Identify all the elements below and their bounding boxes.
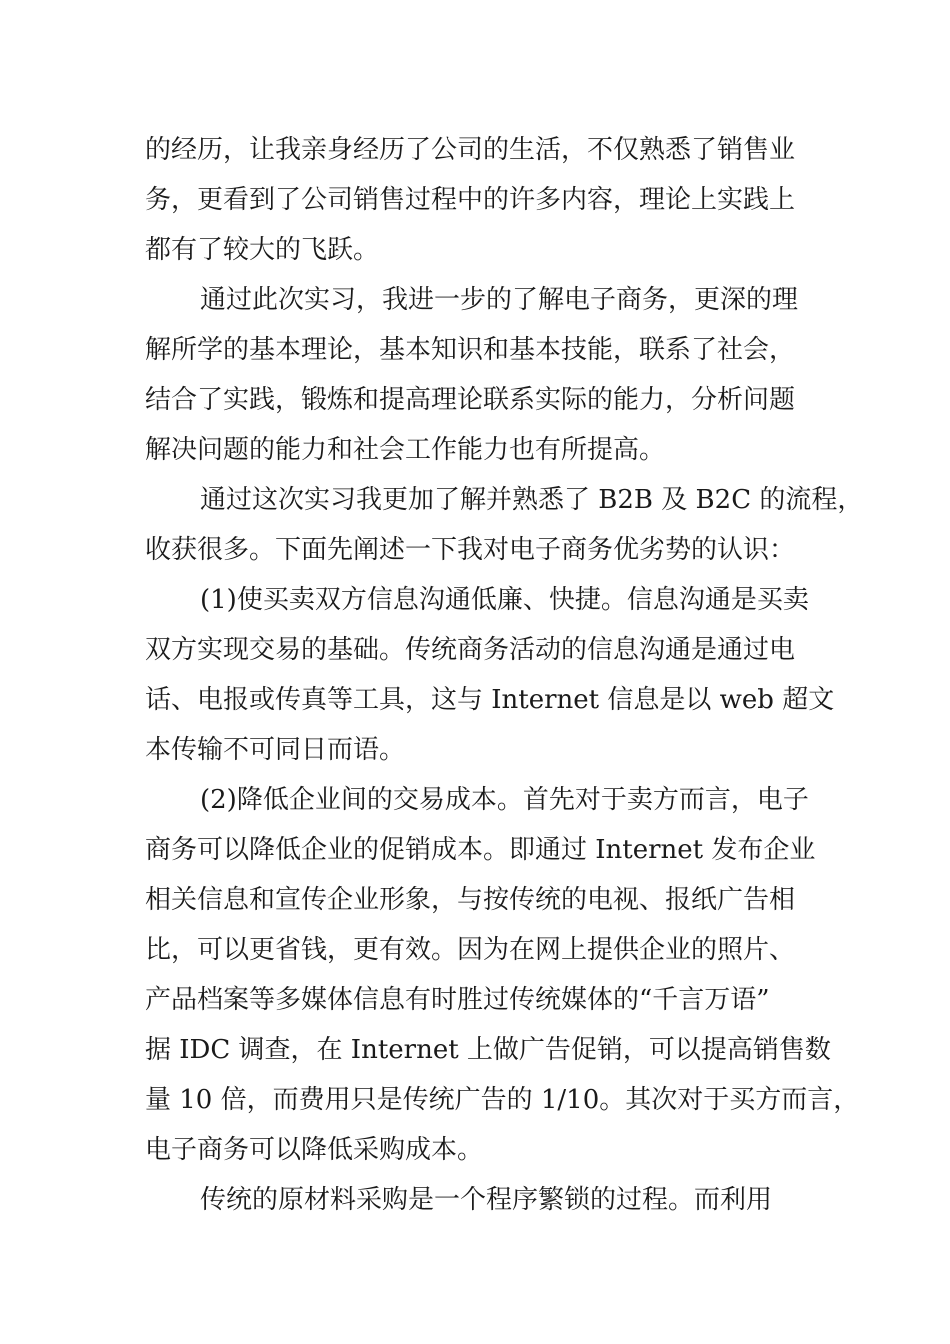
paragraph-first-line: (1)使买卖双方信息沟通低廉、快捷。信息沟通是买卖 <box>200 585 809 615</box>
text-line: 的经历，让我亲身经历了公司的生活，不仅熟悉了销售业 <box>145 135 796 165</box>
text-line: 比，可以更省钱，更有效。因为在网上提供企业的照片、 <box>145 935 796 965</box>
document-body <box>145 125 864 1225</box>
text-line: 话、电报或传真等工具，这与 Internet 信息是以 web 超文 <box>145 685 835 715</box>
paragraph-first-line: (2)降低企业间的交易成本。首先对于卖方而言，电子 <box>200 785 809 815</box>
text-line: 结合了实践，锻炼和提高理论联系实际的能力，分析问题 <box>145 385 796 415</box>
paragraph-first-line: 通过此次实习，我进一步的了解电子商务，更深的理 <box>200 285 799 315</box>
text-line: 解决问题的能力和社会工作能力也有所提高。 <box>145 435 666 465</box>
text-line: 都有了较大的飞跃。 <box>145 235 380 265</box>
text-line: 解所学的基本理论，基本知识和基本技能，联系了社会， <box>145 335 796 365</box>
text-line: 商务可以降低企业的促销成本。即通过 Internet 发布企业 <box>145 835 816 865</box>
text-line: 产品档案等多媒体信息有时胜过传统媒体的“千言万语” <box>145 985 770 1015</box>
paragraph-first-line: 通过这次实习我更加了解并熟悉了 B2B 及 B2C 的流程， <box>200 485 864 515</box>
text-line: 双方实现交易的基础。传统商务活动的信息沟通是通过电 <box>145 635 796 665</box>
paragraph-first-line: 传统的原材料采购是一个程序繁锁的过程。而利用 <box>200 1185 773 1215</box>
text-line: 据 IDC 调查，在 Internet 上做广告促销，可以提高销售数 <box>145 1035 831 1065</box>
text-line: 收获很多。下面先阐述一下我对电子商务优劣势的认识： <box>145 535 796 565</box>
text-line: 相关信息和宣传企业形象，与按传统的电视、报纸广告相 <box>145 885 796 915</box>
text-line: 本传输不可同日而语。 <box>145 735 406 765</box>
text-line: 务，更看到了公司销售过程中的许多内容，理论上实践上 <box>145 185 796 215</box>
text-line: 电子商务可以降低采购成本。 <box>145 1135 484 1165</box>
text-line: 量 10 倍，而费用只是传统广告的 1/10。其次对于买方而言， <box>145 1085 860 1115</box>
